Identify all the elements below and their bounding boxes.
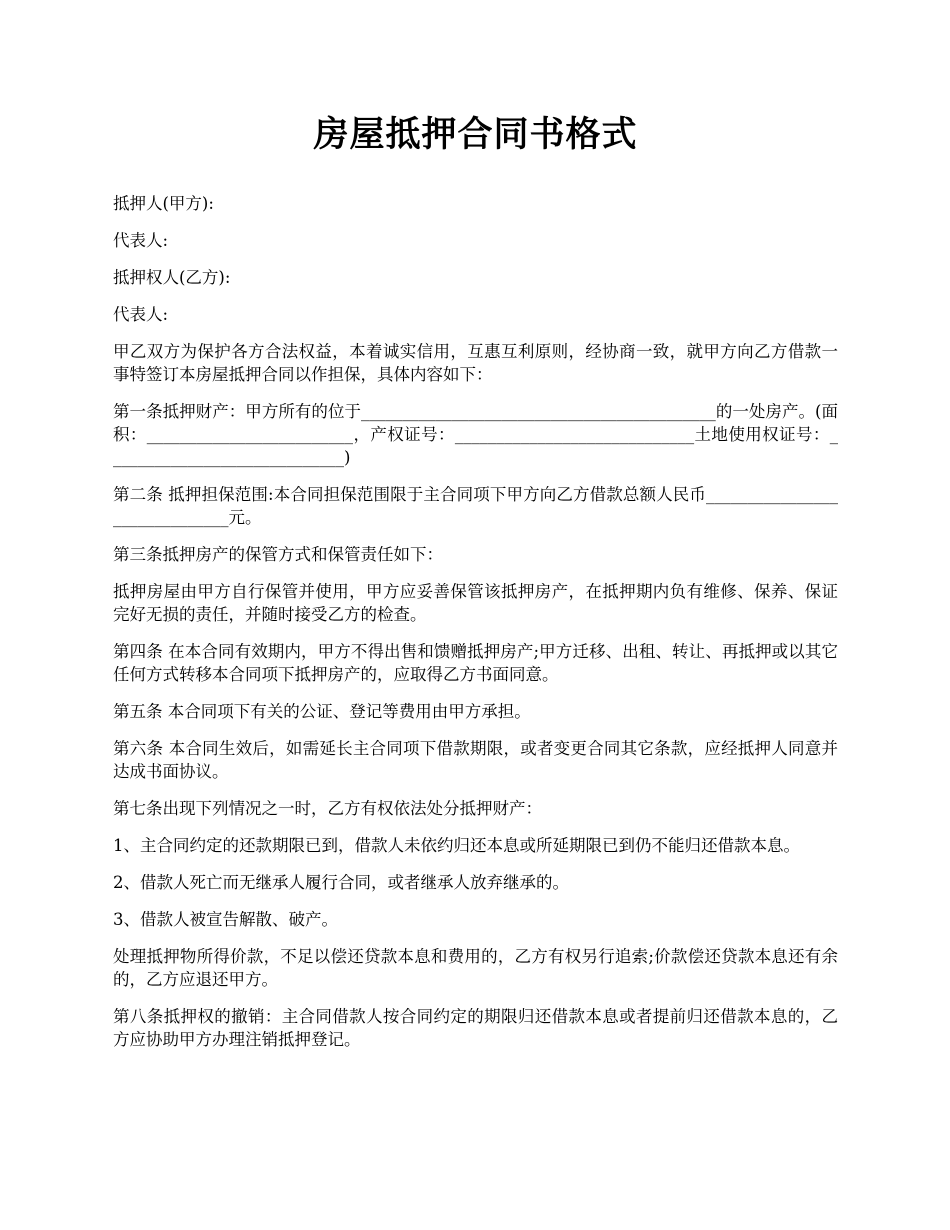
document-title: 房屋抵押合同书格式 <box>313 115 638 155</box>
list-item-1: 1、主合同约定的还款期限已到，借款人未依约归还本息或所延期限已到仍不能归还借款本息。 <box>113 836 800 855</box>
article-2-paragraph: 第二条 抵押担保范围:本合同担保范围限于主合同项下甲方向乙方借款总额人民币______________________________元。 <box>113 485 838 527</box>
article-6-paragraph: 第六条 本合同生效后，如需延长主合同项下借款期限，或者变更合同其它条款，应经抵押人同意并达成书面协议。 <box>113 739 838 781</box>
proceeds-paragraph: 处理抵押物所得价款，不足以偿还贷款本息和费用的，乙方有权另行追索;价款偿还贷款本息还有余的，乙方应退还甲方。 <box>113 947 838 989</box>
article-5-paragraph: 第五条 本合同项下有关的公证、登记等费用由甲方承担。 <box>113 702 531 721</box>
article-8-paragraph: 第八条抵押权的撤销：主合同借款人按合同约定的期限归还借款本息或者提前归还借款本息的，乙方应协助甲方办理注销抵押登记。 <box>113 1007 838 1049</box>
article-3-paragraph: 第三条抵押房产的保管方式和保管责任如下： <box>113 545 443 564</box>
article-1-paragraph: 第一条抵押财产：甲方所有的位于___________________________________________的一处房产。(面积：_________________________，产权证号：_____________________________土地使用权证号：_____________________________) <box>113 402 838 467</box>
article-4-paragraph: 第四条 在本合同有效期内，甲方不得出售和馈赠抵押房产;甲方迁移、出租、转让、再抵押或以其它任何方式转移本合同项下抵押房产的，应取得乙方书面同意。 <box>113 642 838 684</box>
party-b-representative-line: 代表人: <box>113 305 169 324</box>
party-a-representative-line: 代表人: <box>113 231 169 250</box>
custody-paragraph: 抵押房屋由甲方自行保管并使用，甲方应妥善保管该抵押房产，在抵押期内负有维修、保养、保证完好无损的责任，并随时接受乙方的检查。 <box>113 582 838 624</box>
article-7-paragraph: 第七条出现下列情况之一时，乙方有权依法处分抵押财产： <box>113 799 542 818</box>
party-b-line: 抵押权人(乙方): <box>113 268 231 287</box>
list-item-2: 2、借款人死亡而无继承人履行合同，或者继承人放弃继承的。 <box>113 873 569 892</box>
preamble-paragraph: 甲乙双方为保护各方合法权益，本着诚实信用，互惠互利原则，经协商一致，就甲方向乙方借款一事特签订本房屋抵押合同以作担保，具体内容如下： <box>113 342 838 384</box>
list-item-3: 3、借款人被宣告解散、破产。 <box>113 910 338 929</box>
party-a-line: 抵押人(甲方): <box>113 194 214 213</box>
